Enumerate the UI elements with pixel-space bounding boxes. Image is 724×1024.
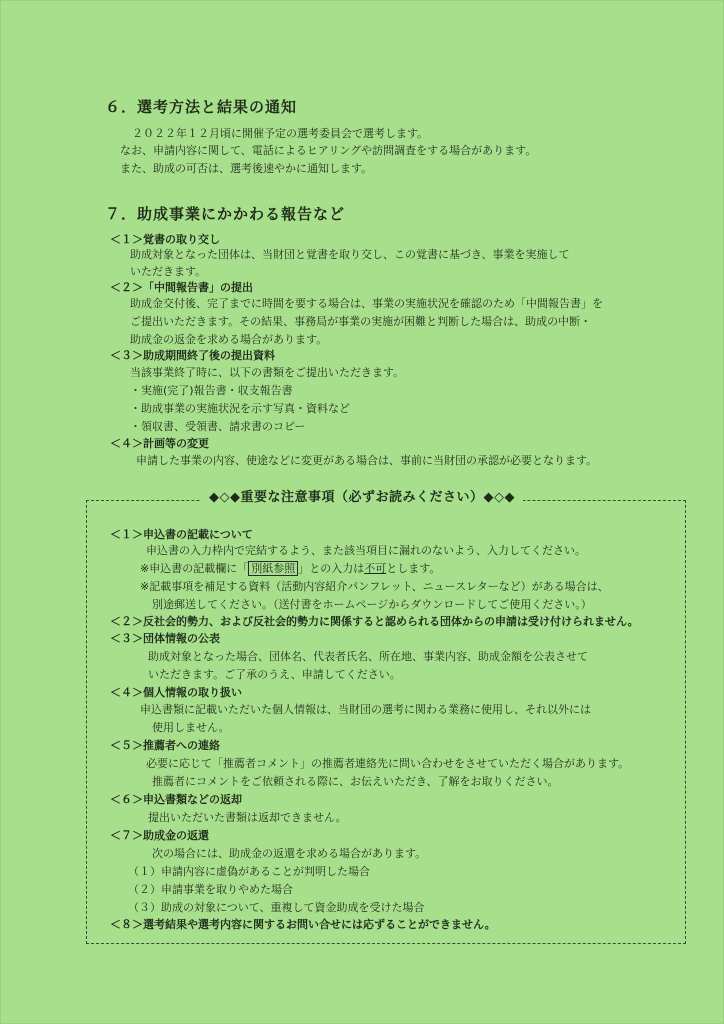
notice-line: （２）申請事業を取りやめた場合	[128, 883, 293, 896]
notice-line: 提出いただいた書類は返却できません。	[148, 811, 347, 824]
section-7-subheading: ＜４＞計画等の変更	[110, 437, 209, 450]
section-7-line: ご提出いただきます。その結果、事務局が事業の実施が困難と判断した場合は、助成の中断・	[130, 315, 592, 328]
notice-line: 次の場合には、助成金の返還を求める場合があります。	[152, 847, 427, 860]
section-7-line: ・助成事業の実施状況を示す写真・資料など	[130, 402, 350, 415]
section-7-subheading: ＜１＞覚書の取り交し	[110, 233, 220, 246]
notice-heading: ＜８＞選考結果や選考内容に関するお問い合せには応ずることができません。	[110, 918, 496, 931]
notice-heading: ＜３＞団体情報の公表	[110, 632, 220, 645]
boxed-term: 別紙参照	[248, 561, 298, 576]
section-7-line: いただきます。	[130, 265, 207, 278]
notice-line: （１）申請内容に虚偽があることが判明した場合	[128, 865, 370, 878]
notice-text: 」との入力は	[298, 562, 365, 575]
section-6-line: また、助成の可否は、選考後速やかに通知します。	[120, 162, 373, 175]
notice-text: とします。	[386, 562, 441, 575]
notice-line: いただきます。ご了承のうえ、申請してください。	[148, 668, 401, 681]
notice-line: 別途郵送してください。（送付書をホームページからダウンロードしてご使用ください。）	[152, 598, 592, 611]
notice-heading: ＜２＞反社会的勢力、および反社会的勢力に関係すると認められる団体からの申請は受け付けられません。	[110, 615, 639, 628]
notice-heading: ＜７＞助成金の返還	[110, 829, 209, 842]
section-7-line: 助成対象となった団体は、当財団と覚書を取り交し、この覚書に基づき、事業を実施して	[130, 248, 570, 261]
section-6-title: ６．選考方法と結果の通知	[105, 98, 298, 116]
section-7-line: 申請した事業の内容、使途などに変更がある場合は、事前に当財団の承認が必要となります。	[136, 454, 598, 467]
notice-heading: ＜６＞申込書類などの返却	[110, 793, 242, 806]
notice-title-text: ◆◇◆重要な注意事項（必ずお読みください）◆◇◆	[201, 490, 523, 505]
notice-line: 必要に応じて「推薦者コメント」の推薦者連絡先に問い合わせをさせていただく場合があります。	[146, 757, 630, 770]
section-7-title: ７．助成事業にかかわる報告など	[105, 205, 346, 223]
section-7-subheading: ＜３＞助成期間終了後の提出資料	[110, 349, 275, 362]
underlined-term: 不可	[364, 562, 387, 575]
notice-heading: ＜１＞申込書の記載について	[110, 528, 253, 541]
notice-line: 申込書の入力枠内で完結するよう、また該当項目に漏れのないよう、入力してください。	[146, 544, 586, 557]
notice-heading: ＜５＞推薦者への連絡	[110, 739, 220, 752]
notice-line: 使用しません。	[152, 721, 230, 734]
notice-heading: ＜４＞個人情報の取り扱い	[110, 686, 242, 699]
notice-line: 助成対象となった場合、団体名、代表者氏名、所在地、事業内容、助成金額を公表させて	[148, 650, 588, 663]
notice-title	[0, 486, 724, 505]
section-7-line: 助成金の返金を求める場合があります。	[130, 333, 328, 346]
section-7-line: ・実施(完了)報告書・収支報告書	[130, 384, 293, 397]
notice-line	[140, 561, 440, 577]
section-7-line: ・領収書、受領書、請求書のコピー	[130, 420, 306, 433]
notice-line: （３）助成の対象について、重複して資金助成を受けた場合	[128, 901, 425, 914]
notice-line: ※記載事項を補足する資料（活動内容紹介パンフレット、ニュースレターなど）がある場合は、	[140, 580, 609, 593]
notice-text: ※申込書の記載欄に「	[140, 562, 249, 575]
section-6-line: なお、申請内容に関して、電話によるヒアリングや訪問調査をする場合があります。	[120, 144, 537, 157]
notice-line: 推薦者にコメントをご依頼される際に、お伝えいただき、了解をお取りください。	[152, 775, 559, 788]
section-7-line: 当該事業終了時に、以下の書類をご提出いただきます。	[130, 366, 405, 379]
section-7-line: 助成金交付後、完了までに時間を要する場合は、事業の実施状況を確認のため「中間報告書」を	[130, 297, 603, 310]
section-6-line: ２０２２年１２月頃に開催予定の選考委員会で選考します。	[132, 127, 429, 140]
section-7-subheading: ＜２＞「中間報告書」の提出	[110, 281, 253, 294]
notice-line: 申込書類に記載いただいた個人情報は、当財団の選考に関わる業務に使用し、それ以外には	[140, 703, 591, 716]
